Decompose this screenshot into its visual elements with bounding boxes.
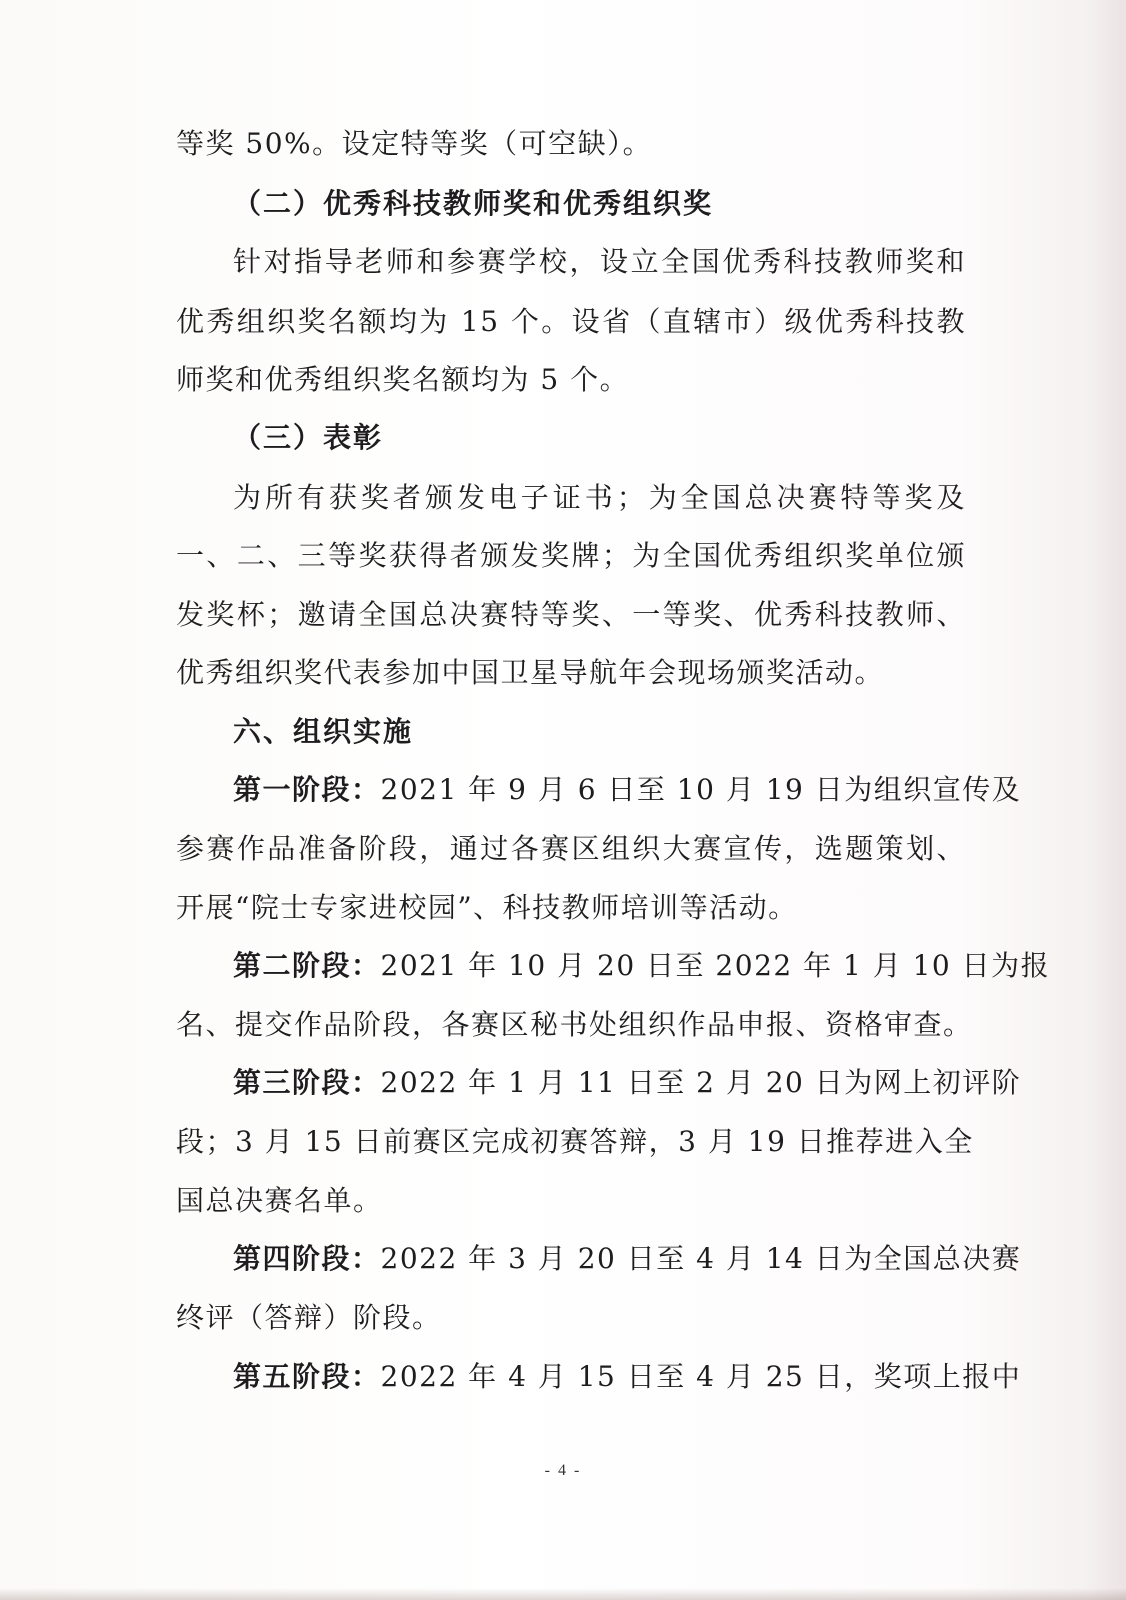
- text-line: 终评（答辩）阶段。: [176, 1301, 442, 1334]
- stage-3-first-line: [233, 1061, 1022, 1105]
- stage-4-first-line: [233, 1237, 1022, 1281]
- text-line: 开展“院士专家进校园”、科技教师培训等活动。: [176, 891, 798, 924]
- stage-4-label: 第四阶段：: [233, 1242, 381, 1275]
- stage-2-text: 2021 年 10 月 20 日至 2022 年 1 月 10 日为报: [380, 949, 1051, 982]
- text-line: 为所有获奖者颁发电子证书；为全国总决赛特等奖及: [233, 481, 966, 514]
- stage-4-text: 2022 年 3 月 20 日至 4 月 14 日为全国总决赛: [380, 1242, 1022, 1275]
- section-heading-commendation: （三）表彰: [233, 421, 384, 454]
- stage-1-first-line: [233, 768, 1022, 812]
- text-line: 一、二、三等奖获得者颁发奖牌；为全国优秀组织奖单位颁: [176, 539, 966, 572]
- section-heading-awards-teachers: （二）优秀科技教师奖和优秀组织奖: [233, 187, 714, 220]
- text-line: 国总决赛名单。: [176, 1184, 383, 1217]
- text-line: 师奖和优秀组织奖名额均为 5 个。: [176, 363, 630, 396]
- stage-5-label: 第五阶段：: [233, 1360, 381, 1393]
- page-edge-shadow: [1088, 0, 1126, 1600]
- text-line: 名、提交作品阶段，各赛区秘书处组织作品申报、资格审查。: [176, 1008, 973, 1041]
- text-line: 等奖 50%。设定特等奖（可空缺）。: [176, 127, 653, 160]
- section-heading-implementation: 六、组织实施: [233, 715, 414, 748]
- text-line: 优秀组织奖代表参加中国卫星导航年会现场颁奖活动。: [176, 656, 885, 689]
- text-line: 发奖杯；邀请全国总决赛特等奖、一等奖、优秀科技教师、: [176, 598, 966, 631]
- text-line: 参赛作品准备阶段，通过各赛区组织大赛宣传，选题策划、: [176, 832, 966, 865]
- stage-5-first-line: [233, 1355, 1022, 1399]
- page-bottom-edge: [0, 1588, 1126, 1600]
- stage-1-label: 第一阶段：: [233, 773, 381, 806]
- stage-5-text: 2022 年 4 月 15 日至 4 月 25 日，奖项上报中: [380, 1360, 1022, 1393]
- stage-2-first-line: [233, 944, 1051, 988]
- stage-3-label: 第三阶段：: [233, 1066, 381, 1099]
- stage-1-text: 2021 年 9 月 6 日至 10 月 19 日为组织宣传及: [380, 773, 1022, 806]
- page-number: - 4 -: [544, 1462, 582, 1479]
- text-line: 针对指导老师和参赛学校，设立全国优秀科技教师奖和: [233, 245, 966, 278]
- text-line: 优秀组织奖名额均为 15 个。设省（直辖市）级优秀科技教: [176, 305, 966, 338]
- text-line: 段；3 月 15 日前赛区完成初赛答辩，3 月 19 日推荐进入全: [176, 1125, 974, 1158]
- stage-2-label: 第二阶段：: [233, 949, 381, 982]
- stage-3-text: 2022 年 1 月 11 日至 2 月 20 日为网上初评阶: [380, 1066, 1022, 1099]
